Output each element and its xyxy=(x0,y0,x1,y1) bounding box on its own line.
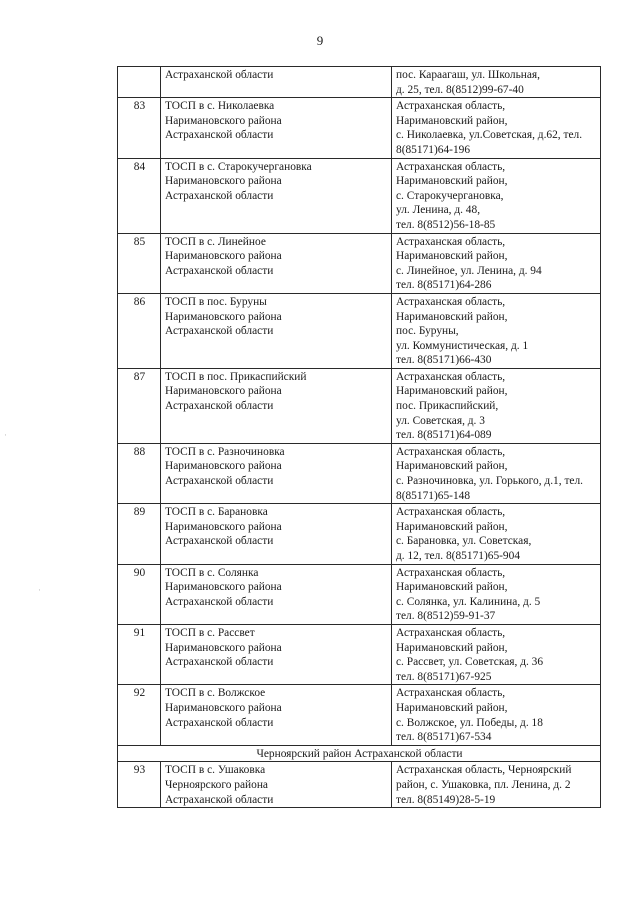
address-line: ул. Ленина, д. 48, xyxy=(396,204,481,217)
office-name-line: Наримановского района xyxy=(165,385,282,398)
office-name-line: Наримановского района xyxy=(165,460,282,473)
address-line: Наримановский район, xyxy=(396,114,508,127)
office-name-line: ТОСП в пос. Прикаспийский xyxy=(165,370,307,383)
address-cell xyxy=(392,504,601,564)
office-name-line: ТОСП в с. Старокучергановка xyxy=(165,160,312,173)
office-name-line: Астраханской области xyxy=(165,535,274,548)
address-line: Наримановский район, xyxy=(396,310,508,323)
address-cell xyxy=(392,685,601,745)
row-number: 85 xyxy=(118,233,161,293)
address-line: Наримановский район, xyxy=(396,581,508,594)
office-name-cell xyxy=(161,293,392,368)
table-row xyxy=(118,368,601,443)
address-cell xyxy=(392,564,601,624)
row-number: 87 xyxy=(118,368,161,443)
office-name-line: Наримановского района xyxy=(165,520,282,533)
address-line: ул. Коммунистическая, д. 1 xyxy=(396,339,529,352)
address-line: с. Николаевка, ул.Советская, д.62, тел. xyxy=(396,129,583,142)
office-name-line: Астраханской области xyxy=(165,475,274,488)
address-line: д. 12, тел. 8(85171)65-904 xyxy=(396,550,521,562)
address-line: Наримановский район, xyxy=(396,250,508,263)
address-line: тел. 8(85171)64-286 xyxy=(396,279,492,292)
office-name-line: Наримановского района xyxy=(165,114,282,127)
address-cell xyxy=(392,762,601,808)
address-line: тел. 8(85171)67-534 xyxy=(396,731,492,744)
address-line: Астраханская область, xyxy=(396,295,506,308)
address-line: 8(85171)65-148 xyxy=(396,489,471,502)
address-line: район, с. Ушаковка, пл. Ленина, д. 2 xyxy=(396,778,571,791)
office-name-cell xyxy=(161,368,392,443)
table-row xyxy=(118,504,601,564)
address-line: Астраханская область, xyxy=(396,506,506,519)
office-name-line: ТОСП в с. Разночиновка xyxy=(165,445,285,458)
office-name-line: Наримановского района xyxy=(165,250,282,263)
office-name-line: Астраханской области xyxy=(165,264,274,277)
offices-table-body xyxy=(118,67,601,808)
row-number: 83 xyxy=(118,98,161,158)
address-cell xyxy=(392,624,601,684)
office-name-line: Астраханской области xyxy=(165,325,274,338)
row-number: 92 xyxy=(118,685,161,745)
section-heading: Черноярский район Астраханской области xyxy=(118,745,601,762)
office-name-cell xyxy=(161,158,392,233)
address-line: с. Рассвет, ул. Советская, д. 36 xyxy=(396,656,544,669)
table-row xyxy=(118,98,601,158)
office-name-line: ТОСП в с. Николаевка xyxy=(165,100,275,113)
address-line: Астраханская область, xyxy=(396,566,506,579)
address-line: Наримановский район, xyxy=(396,701,508,714)
table-row xyxy=(118,233,601,293)
address-cell xyxy=(392,233,601,293)
office-name-line: Наримановского района xyxy=(165,175,282,188)
table-row xyxy=(118,685,601,745)
office-name-line: Астраханской области xyxy=(165,656,274,669)
section-row xyxy=(118,745,601,762)
office-name-cell xyxy=(161,762,392,808)
office-name-line: Астраханской области xyxy=(165,129,274,142)
office-name-cell xyxy=(161,443,392,503)
office-name-line: Астраханской области xyxy=(165,400,274,413)
address-line: Астраханская область, xyxy=(396,160,506,173)
office-name-cell xyxy=(161,564,392,624)
address-line: Наримановский район, xyxy=(396,641,508,654)
address-line: Наримановский район, xyxy=(396,520,508,533)
office-name-line: Астраханской области xyxy=(165,69,274,81)
address-line: с. Барановка, ул. Советская, xyxy=(396,535,532,548)
address-cell xyxy=(392,158,601,233)
office-name-line: Наримановского района xyxy=(165,310,282,323)
address-line: Астраханская область, xyxy=(396,370,506,383)
office-name-line: ТОСП в с. Волжское xyxy=(165,687,266,700)
address-line: тел. 8(85171)64-089 xyxy=(396,429,492,442)
scan-artifact: · xyxy=(4,430,7,440)
address-line: с. Волжское, ул. Победы, д. 18 xyxy=(396,716,543,729)
offices-table xyxy=(117,66,601,808)
address-line: тел. 8(8512)59-91-37 xyxy=(396,610,496,623)
row-number: 84 xyxy=(118,158,161,233)
address-line: с. Солянка, ул. Калинина, д. 5 xyxy=(396,595,541,608)
office-name-cell xyxy=(161,504,392,564)
address-line: тел. 8(85171)67-925 xyxy=(396,670,492,683)
table-row xyxy=(118,762,601,808)
address-cell xyxy=(392,443,601,503)
office-name-line: ТОСП в с. Барановка xyxy=(165,506,268,519)
address-line: с. Старокучергановка, xyxy=(396,189,504,202)
address-line: тел. 8(85149)28-5-19 xyxy=(396,793,496,806)
address-line: Астраханская область, xyxy=(396,100,506,113)
row-number: 86 xyxy=(118,293,161,368)
office-name-line: Наримановского района xyxy=(165,641,282,654)
address-cell xyxy=(392,368,601,443)
office-name-line: ТОСП в с. Рассвет xyxy=(165,626,255,639)
address-line: Астраханская область, Черноярский xyxy=(396,764,572,777)
table-row xyxy=(118,67,601,98)
table-row xyxy=(118,158,601,233)
address-cell xyxy=(392,98,601,158)
address-cell xyxy=(392,67,601,98)
row-number xyxy=(118,67,161,98)
table-row xyxy=(118,624,601,684)
address-line: Астраханская область, xyxy=(396,235,506,248)
address-line: Астраханская область, xyxy=(396,445,506,458)
office-name-cell xyxy=(161,98,392,158)
table-row xyxy=(118,443,601,503)
office-name-line: Наримановского района xyxy=(165,581,282,594)
office-name-line: ТОСП в с. Ушаковка xyxy=(165,764,266,777)
scan-artifact: · xyxy=(38,585,41,595)
row-number: 88 xyxy=(118,443,161,503)
address-line: Наримановский район, xyxy=(396,175,508,188)
office-name-line: Астраханской области xyxy=(165,595,274,608)
office-name-line: Астраханской области xyxy=(165,189,274,202)
address-line: пос. Прикаспийский, xyxy=(396,400,499,413)
address-line: тел. 8(8512)56-18-85 xyxy=(396,218,496,231)
office-name-line: Астраханской области xyxy=(165,716,274,729)
row-number: 89 xyxy=(118,504,161,564)
office-name-cell xyxy=(161,685,392,745)
address-line: пос. Караагаш, ул. Школьная, xyxy=(396,69,541,81)
address-line: Астраханская область, xyxy=(396,687,506,700)
address-cell xyxy=(392,293,601,368)
table-row xyxy=(118,293,601,368)
office-name-cell xyxy=(161,624,392,684)
address-line: с. Разночиновка, ул. Горького, д.1, тел. xyxy=(396,475,584,488)
office-name-line: ТОСП в пос. Буруны xyxy=(165,295,267,308)
address-line: тел. 8(85171)66-430 xyxy=(396,354,492,367)
table-row xyxy=(118,564,601,624)
address-line: ул. Советская, д. 3 xyxy=(396,414,485,427)
office-name-line: Наримановского района xyxy=(165,701,282,714)
address-line: д. 25, тел. 8(8512)99-67-40 xyxy=(396,83,524,96)
office-name-cell xyxy=(161,233,392,293)
row-number: 91 xyxy=(118,624,161,684)
office-name-line: ТОСП в с. Линейное xyxy=(165,235,266,248)
address-line: Наримановский район, xyxy=(396,385,508,398)
page-number: 9 xyxy=(316,33,324,48)
office-name-line: Черноярского района xyxy=(165,778,268,791)
address-line: Астраханская область, xyxy=(396,626,506,639)
address-line: Наримановский район, xyxy=(396,460,508,473)
office-name-line: ТОСП в с. Солянка xyxy=(165,566,259,579)
address-line: 8(85171)64-196 xyxy=(396,143,471,156)
row-number: 93 xyxy=(118,762,161,808)
row-number: 90 xyxy=(118,564,161,624)
address-line: с. Линейное, ул. Ленина, д. 94 xyxy=(396,264,542,277)
address-line: пос. Буруны, xyxy=(396,325,459,338)
office-name-line: Астраханской области xyxy=(165,793,274,806)
office-name-cell xyxy=(161,67,392,98)
